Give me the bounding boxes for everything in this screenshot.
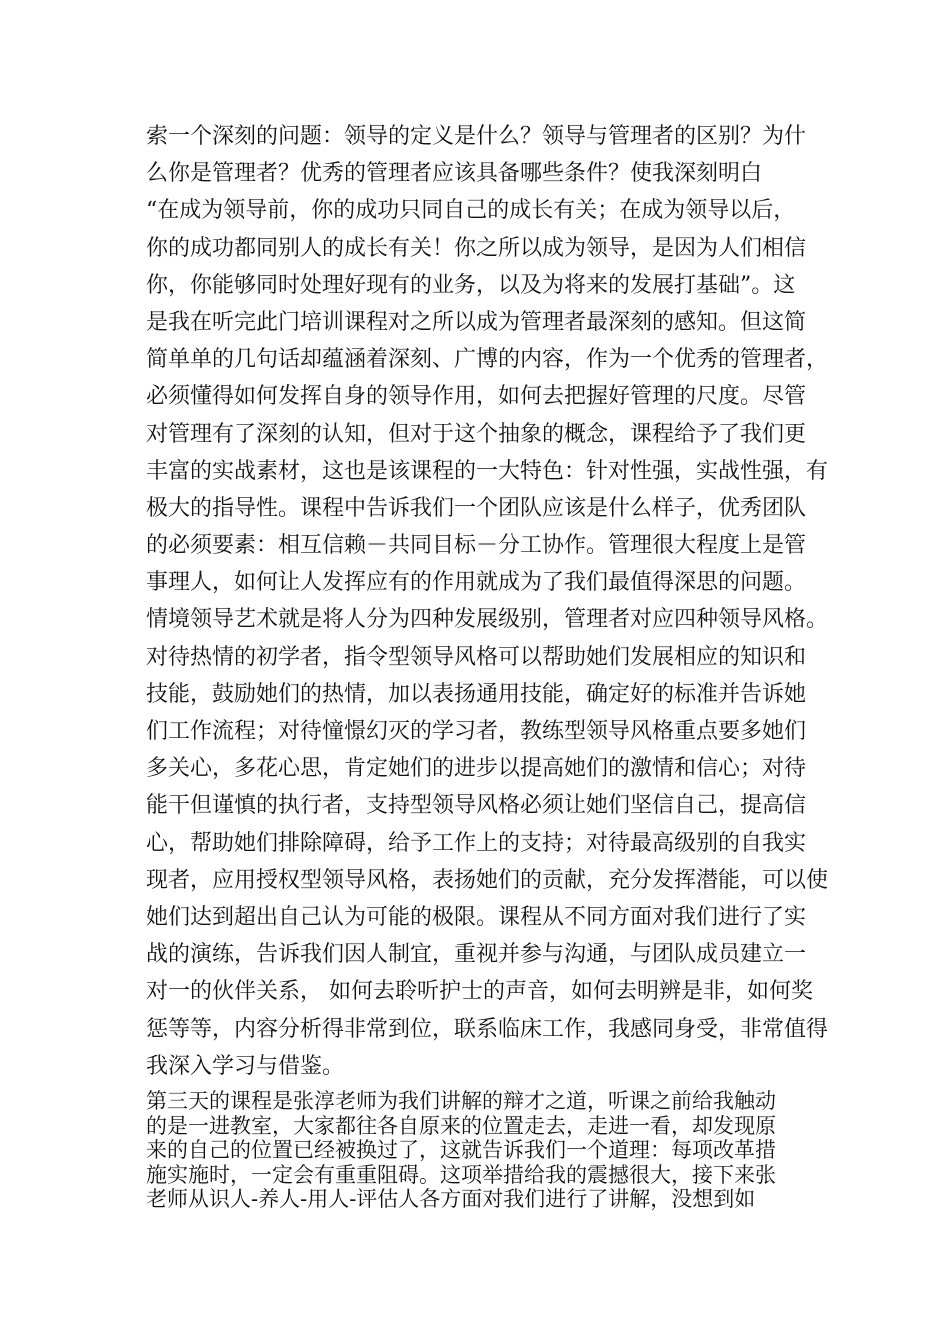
paragraph-line: 现者，应用授权型领导风格，表扬她们的贡献，充分发挥潜能，可以使 [146,867,829,893]
paragraph-line: 索一个深刻的问题：领导的定义是什么？领导与管理者的区别？为什 [146,124,807,149]
paragraph-line: 惩等等，内容分析得非常到位，联系临床工作，我感同身受，非常值得 [146,1016,829,1042]
paragraph-line: 老师从识人-养人-用人-评估人各方面对我们进行了讲解，没想到如 [146,1187,756,1211]
paragraph-line: 战的演练，告诉我们因人制宜，重视并参与沟通，与团队成员建立一 [146,942,807,968]
paragraph-line: 技能，鼓励她们的热情，加以表扬通用技能，确定好的标准并告诉她 [146,681,807,707]
paragraph-line: 们工作流程；对待憧憬幻灭的学习者，教练型领导风格重点要多她们 [146,719,807,744]
paragraph-line: 是我在听完此门培训课程对之所以成为管理者最深刻的感知。但这简 [146,309,807,335]
paragraph-line: 的必须要素：相互信赖－共同目标－分工协作。管理很大程度上是管 [146,533,807,559]
paragraph-line: 对管理有了深刻的认知，但对于这个抽象的概念，课程给予了我们更 [146,421,807,447]
paragraph-line: 我深入学习与借鉴。 [146,1053,345,1079]
paragraph-line: 施实施时，一定会有重重阻碍。这项举措给我的震撼很大，接下来张 [146,1162,776,1187]
paragraph-line: 简单单的几句话却蕴涵着深刻、广博的内容，作为一个优秀的管理者， [146,347,829,373]
paragraph-line: 心，帮助她们排除障碍，给予工作上的支持；对待最高级别的自我实 [146,830,807,856]
paragraph-1 [146,118,829,1085]
paragraph-line: 丰富的实战素材，这也是该课程的一大特色：针对性强，实战性强，有 [146,458,829,484]
paragraph-line: 极大的指导性。课程中告诉我们一个团队应该是什么样子，优秀团队 [146,495,807,521]
paragraph-line: 来的自己的位置已经被换过了，这就告诉我们一个道理：每项改革措 [146,1138,776,1162]
paragraph-line: 情境领导艺术就是将人分为四种发展级别，管理者对应四种领导风格。 [146,607,829,633]
paragraph-2 [146,1089,826,1212]
paragraph-line: 对一的伙伴关系， 如何去聆听护士的声音，如何去明辨是非，如何奖 [146,979,813,1005]
paragraph-line: 的是一进教室，大家都往各自原来的位置走去，走进一看，却发现原 [146,1113,776,1138]
paragraph-line: 多关心，多花心思，肯定她们的进步以提高她们的激情和信心；对待 [146,756,807,782]
paragraph-line: 事理人，如何让人发挥应有的作用就成为了我们最值得深思的问题。 [146,570,807,596]
paragraph-line: 必须懂得如何发挥自身的领导作用，如何去把握好管理的尺度。尽管 [146,384,807,410]
paragraph-line: 对待热情的初学者，指令型领导风格可以帮助她们发展相应的知识和 [146,644,807,670]
paragraph-line: 么你是管理者？优秀的管理者应该具备哪些条件？使我深刻明白 [146,161,763,187]
paragraph-line: 能干但谨慎的执行者，支持型领导风格必须让她们坚信自己，提高信 [146,793,807,819]
paragraph-line: 你的成功都同别人的成长有关！你之所以成为领导，是因为人们相信 [146,235,807,261]
paragraph-line: 你，你能够同时处理好现有的业务，以及为将来的发展打基础”。这 [146,272,796,298]
paragraph-line: 第三天的课程是张淳老师为我们讲解的辩才之道，听课之前给我触动 [146,1089,776,1113]
paragraph-line: “在成为领导前，你的成功只同自己的成长有关；在成为领导以后， [146,198,796,224]
paragraph-line: 她们达到超出自己认为可能的极限。课程从不同方面对我们进行了实 [146,904,807,930]
